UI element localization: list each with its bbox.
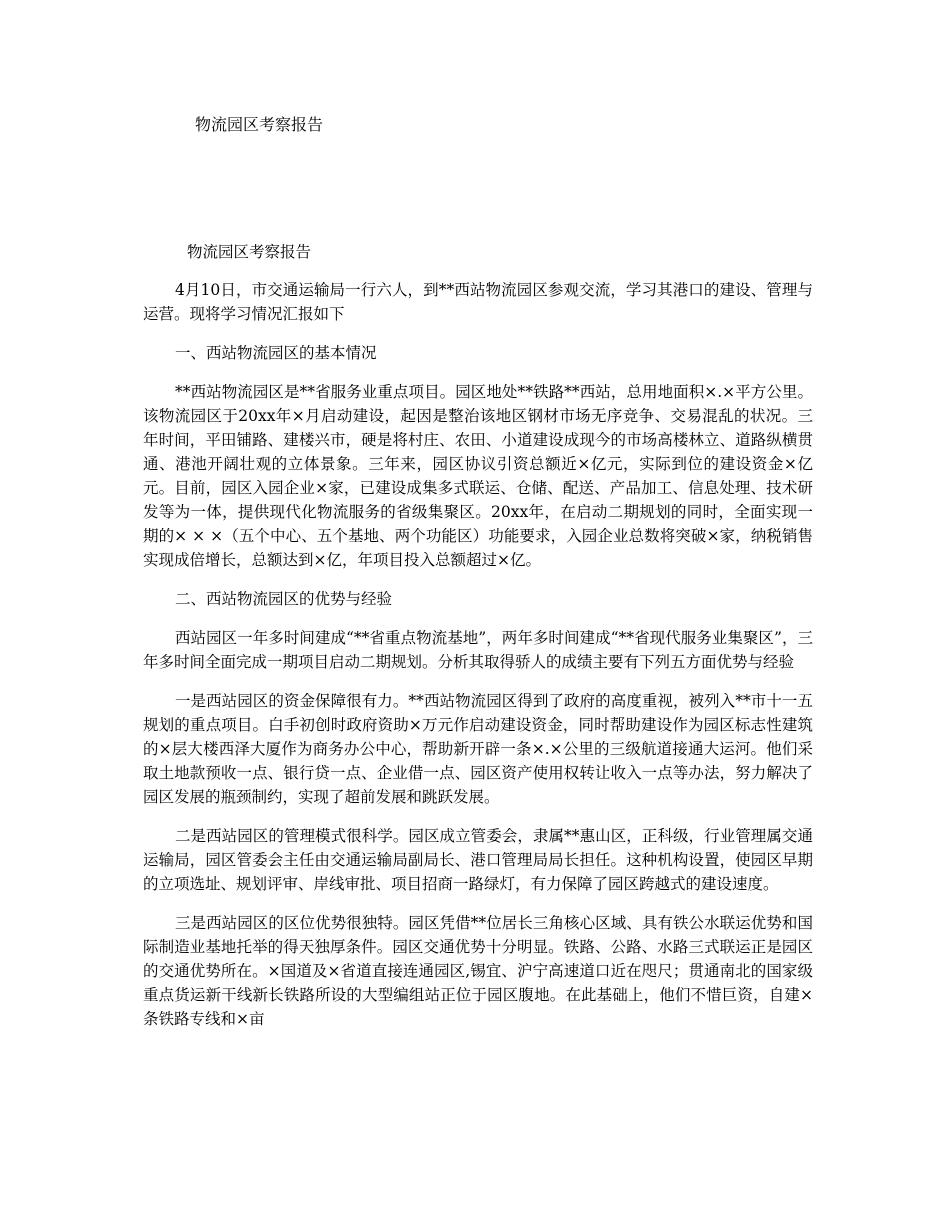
point-3-paragraph: 三是西站园区的区位优势很独特。园区凭借**位居长三角核心区域、具有铁公水联运优势和国际制造业基地托举的得天独厚条件。园区交通优势十分明显。铁路、公路、水路三式联运正是园区的交通优势所在。×国道及×省道直接连通园区,锡宜、沪宁高速道口近在咫尺；贯通南北的国家级重点货运新干线新长铁路所设的大型编组站正位于园区腹地。在此基础上，他们不惜巨资，自建×条铁路专线和×亩 — [143, 914, 813, 1028]
section-1-paragraph: **西站物流园区是**省服务业重点项目。园区地处**铁路**西站，总用地面积×.×平方公里。该物流园区于20xx年×月启动建设，起因是整治该地区钢材市场无序竞争、交易混乱的状况。三年时间，平田铺路、建楼兴市，硬是将村庄、农田、小道建设成现今的市场高楼林立、道路纵横贯通、港池开阔壮观的立体景象。三年来，园区协议引资总额近×亿元，实际到位的建设资金×亿元。目前，园区入园企业×家，已建设成集多式联运、仓储、配送、产品加工、信息处理、技术研发等为一体，提供现代化物流服务的省级集聚区。20xx年，在启动二期规划的同时，全面实现一期的× × ×（五个中心、五个基地、两个功能区）功能要求，入园企业总数将突破×家，纳税销售实现成倍增长，总额达到×亿，年项目投入总额超过×亿。 — [143, 383, 813, 569]
document-title-top: 物流园区考察报告 — [195, 115, 324, 134]
document-title: 物流园区考察报告 — [187, 243, 312, 261]
section-1-heading: 一、西站物流园区的基本情况 — [175, 344, 377, 362]
point-2-paragraph: 二是西站园区的管理模式很科学。园区成立管委会，隶属**惠山区，正科级，行业管理属交通运输局，园区管委会主任由交通运输局副局长、港口管理局局长担任。这种机构设置，使园区早期的立项选址、规划评审、岸线审批、项目招商一路绿灯，有力保障了园区跨越式的建设速度。 — [143, 827, 813, 893]
intro-paragraph: 4月10日，市交通运输局一行六人，到**西站物流园区参观交流，学习其港口的建设、管理与运营。现将学习情况汇报如下 — [143, 281, 813, 323]
section-2-heading: 二、西站物流园区的优势与经验 — [175, 590, 393, 608]
point-1-paragraph: 一是西站园区的资金保障很有力。**西站物流园区得到了政府的高度重视，被列入**市十一五规划的重点项目。白手初创时政府资助×万元作启动建设资金，同时帮助建设作为园区标志性建筑的×层大楼西泽大厦作为商务办公中心，帮助新开辟一条×.×公里的三级航道接通大运河。他们采取土地款预收一点、银行贷一点、企业借一点、园区资产使用权转让收入一点等办法，努力解决了园区发展的瓶颈制约，实现了超前发展和跳跃发展。 — [143, 692, 813, 806]
document-body — [143, 240, 813, 1046]
section-2-paragraph: 西站园区一年多时间建成“**省重点物流基地”，两年多时间建成“**省现代服务业集聚区”，三年多时间全面完成一期项目启动二期规划。分析其取得骄人的成绩主要有下列五方面优势与经验 — [143, 629, 813, 671]
